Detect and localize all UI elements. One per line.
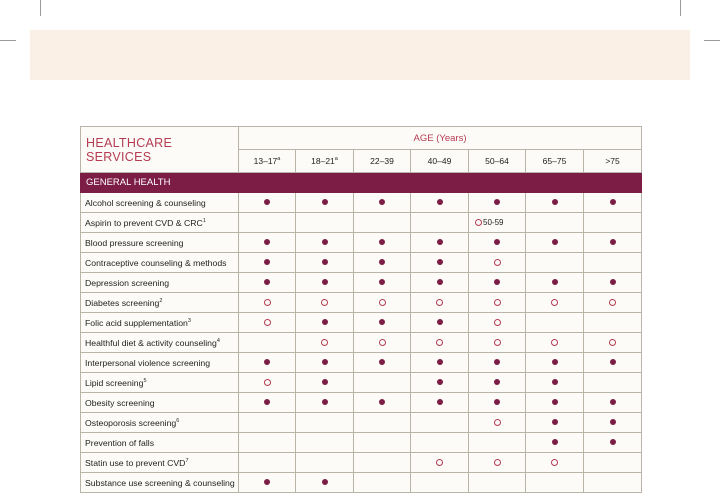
crop-mark-left-vertical bbox=[40, 0, 41, 16]
age-cell bbox=[239, 213, 296, 233]
header-band bbox=[30, 30, 690, 80]
recommended-dot-icon bbox=[379, 279, 385, 285]
table-row bbox=[81, 433, 642, 453]
age-cell bbox=[469, 273, 526, 293]
recommended-dot-icon bbox=[610, 439, 616, 445]
service-footnote: 4 bbox=[216, 337, 220, 344]
age-cell bbox=[296, 193, 354, 213]
age-cell bbox=[354, 393, 411, 413]
recommended-dot-icon bbox=[437, 359, 443, 365]
age-cell bbox=[296, 233, 354, 253]
age-cell bbox=[526, 373, 584, 393]
age-cell bbox=[296, 373, 354, 393]
age-column-header bbox=[526, 150, 584, 173]
age-cell bbox=[354, 453, 411, 473]
service-name bbox=[81, 313, 239, 333]
recommended-dot-icon bbox=[552, 379, 558, 385]
recommended-dot-icon bbox=[610, 239, 616, 245]
age-cell bbox=[354, 353, 411, 373]
age-cell bbox=[411, 453, 469, 473]
recommended-dot-icon bbox=[322, 259, 328, 265]
recommended-dot-icon bbox=[322, 479, 328, 485]
may-recommend-circle-icon bbox=[436, 339, 443, 346]
may-recommend-circle-icon bbox=[379, 299, 386, 306]
service-label: Substance use screening & counseling bbox=[85, 477, 235, 488]
recommended-dot-icon bbox=[264, 199, 270, 205]
table-row bbox=[81, 253, 642, 273]
service-label: Healthful diet & activity counseling bbox=[85, 337, 217, 348]
age-cell bbox=[296, 313, 354, 333]
age-cell bbox=[354, 433, 411, 453]
service-footnote: 3 bbox=[187, 317, 191, 324]
service-label: Diabetes screening bbox=[85, 297, 160, 308]
age-cell bbox=[239, 253, 296, 273]
age-cell bbox=[296, 393, 354, 413]
may-recommend-circle-icon bbox=[609, 299, 616, 306]
recommended-dot-icon bbox=[264, 359, 270, 365]
recommended-dot-icon bbox=[322, 379, 328, 385]
age-cell bbox=[296, 273, 354, 293]
age-cell bbox=[469, 393, 526, 413]
crop-mark-right-horizontal bbox=[704, 40, 720, 41]
recommended-dot-icon bbox=[379, 359, 385, 365]
recommended-dot-icon bbox=[264, 479, 270, 485]
age-cell bbox=[526, 353, 584, 373]
recommended-dot-icon bbox=[322, 359, 328, 365]
age-cell bbox=[469, 373, 526, 393]
age-cell bbox=[296, 293, 354, 313]
age-column-header bbox=[239, 150, 296, 173]
may-recommend-circle-icon bbox=[264, 319, 271, 326]
age-cell bbox=[354, 373, 411, 393]
service-footnote: 1 bbox=[202, 217, 206, 224]
age-cell bbox=[411, 373, 469, 393]
age-cell bbox=[411, 353, 469, 373]
recommended-dot-icon bbox=[610, 399, 616, 405]
may-recommend-circle-icon bbox=[494, 319, 501, 326]
age-cell bbox=[526, 293, 584, 313]
age-cell bbox=[296, 433, 354, 453]
age-cell bbox=[526, 253, 584, 273]
age-cell bbox=[469, 193, 526, 213]
may-recommend-circle-icon bbox=[551, 299, 558, 306]
age-cell bbox=[411, 213, 469, 233]
age-cell bbox=[354, 313, 411, 333]
table-row bbox=[81, 213, 642, 233]
age-column-header bbox=[296, 150, 354, 173]
table-row bbox=[81, 453, 642, 473]
age-column-header bbox=[584, 150, 642, 173]
service-label: Interpersonal violence screening bbox=[85, 357, 211, 368]
age-column-label: 13–17 bbox=[253, 156, 278, 166]
service-name bbox=[81, 453, 239, 473]
age-cell bbox=[584, 333, 642, 353]
age-cell bbox=[584, 393, 642, 413]
recommended-dot-icon bbox=[552, 439, 558, 445]
age-cell bbox=[296, 333, 354, 353]
age-cell bbox=[526, 433, 584, 453]
may-recommend-circle-icon bbox=[494, 419, 501, 426]
table-row bbox=[81, 353, 642, 373]
age-cell bbox=[411, 233, 469, 253]
service-name bbox=[81, 433, 239, 453]
table-row bbox=[81, 293, 642, 313]
service-name bbox=[81, 353, 239, 373]
service-label: Obesity screening bbox=[85, 397, 155, 408]
table-row bbox=[81, 333, 642, 353]
service-footnote: 2 bbox=[159, 297, 163, 304]
recommended-dot-icon bbox=[494, 399, 500, 405]
age-cell bbox=[239, 453, 296, 473]
age-cell bbox=[239, 293, 296, 313]
age-cell bbox=[469, 453, 526, 473]
age-cell bbox=[354, 273, 411, 293]
age-cell bbox=[411, 473, 469, 493]
age-cell bbox=[296, 353, 354, 373]
recommended-dot-icon bbox=[322, 239, 328, 245]
service-label: Lipid screening bbox=[85, 377, 144, 388]
table-row bbox=[81, 313, 642, 333]
service-footnote: 6 bbox=[176, 417, 180, 424]
age-cell bbox=[354, 413, 411, 433]
age-column-header bbox=[354, 150, 411, 173]
age-column-label: 18–21 bbox=[311, 156, 335, 166]
recommended-dot-icon bbox=[264, 399, 270, 405]
age-group-header: AGE (Years) bbox=[239, 127, 642, 150]
recommended-dot-icon bbox=[552, 279, 558, 285]
age-cell bbox=[411, 253, 469, 273]
age-column-label: >75 bbox=[605, 156, 620, 166]
age-cell bbox=[296, 413, 354, 433]
age-cell bbox=[469, 473, 526, 493]
recommended-dot-icon bbox=[494, 199, 500, 205]
age-cell bbox=[469, 213, 526, 233]
recommended-dot-icon bbox=[322, 279, 328, 285]
service-footnote: 7 bbox=[185, 457, 189, 464]
age-cell bbox=[296, 253, 354, 273]
age-column-label: 22–39 bbox=[370, 156, 394, 166]
age-cell bbox=[469, 293, 526, 313]
age-cell bbox=[239, 333, 296, 353]
age-column-footnote: a bbox=[334, 156, 338, 163]
age-cell bbox=[584, 293, 642, 313]
recommended-dot-icon bbox=[610, 359, 616, 365]
age-cell bbox=[584, 453, 642, 473]
recommended-dot-icon bbox=[610, 199, 616, 205]
service-footnote: 5 bbox=[143, 377, 147, 384]
age-cell bbox=[469, 313, 526, 333]
age-cell bbox=[411, 313, 469, 333]
age-column-header bbox=[469, 150, 526, 173]
age-cell bbox=[354, 473, 411, 493]
age-cell bbox=[239, 393, 296, 413]
may-recommend-circle-icon bbox=[494, 259, 501, 266]
recommended-dot-icon bbox=[552, 399, 558, 405]
age-cell bbox=[584, 413, 642, 433]
service-label: Alcohol screening & counseling bbox=[85, 197, 206, 208]
may-recommend-circle-icon bbox=[264, 299, 271, 306]
recommended-dot-icon bbox=[437, 259, 443, 265]
age-cell bbox=[526, 273, 584, 293]
age-cell bbox=[411, 193, 469, 213]
recommended-dot-icon bbox=[494, 239, 500, 245]
table-row bbox=[81, 473, 642, 493]
recommended-dot-icon bbox=[552, 359, 558, 365]
age-cell bbox=[584, 213, 642, 233]
recommended-dot-icon bbox=[379, 239, 385, 245]
age-range-note: 50-59 bbox=[483, 217, 504, 227]
may-recommend-circle-icon bbox=[264, 379, 271, 386]
service-label: Prevention of falls bbox=[85, 437, 155, 448]
age-cell bbox=[296, 473, 354, 493]
service-label: Contraceptive counseling & methods bbox=[85, 257, 227, 268]
age-cell bbox=[239, 413, 296, 433]
crop-mark-right-vertical bbox=[680, 0, 681, 16]
recommended-dot-icon bbox=[494, 359, 500, 365]
age-cell bbox=[411, 413, 469, 433]
age-cell bbox=[584, 473, 642, 493]
age-cell bbox=[584, 353, 642, 373]
recommended-dot-icon bbox=[264, 239, 270, 245]
age-cell bbox=[239, 193, 296, 213]
recommended-dot-icon bbox=[437, 279, 443, 285]
age-column-label: 50–64 bbox=[485, 156, 509, 166]
age-cell bbox=[239, 373, 296, 393]
may-recommend-circle-icon bbox=[551, 339, 558, 346]
service-name bbox=[81, 233, 239, 253]
crop-mark-left-horizontal bbox=[0, 40, 16, 41]
age-cell bbox=[526, 213, 584, 233]
recommended-dot-icon bbox=[610, 419, 616, 425]
age-column-label: 65–75 bbox=[542, 156, 567, 166]
age-cell bbox=[354, 213, 411, 233]
table-row bbox=[81, 393, 642, 413]
table-row bbox=[81, 193, 642, 213]
may-recommend-circle-icon bbox=[321, 299, 328, 306]
age-cell bbox=[526, 393, 584, 413]
age-cell bbox=[354, 293, 411, 313]
age-cell bbox=[354, 253, 411, 273]
age-cell bbox=[526, 193, 584, 213]
age-cell bbox=[469, 233, 526, 253]
may-recommend-circle-icon bbox=[436, 299, 443, 306]
age-cell bbox=[469, 413, 526, 433]
age-cell bbox=[584, 273, 642, 293]
service-name bbox=[81, 413, 239, 433]
recommended-dot-icon bbox=[379, 399, 385, 405]
services-column-header: HEALTHCARE SERVICES bbox=[81, 127, 239, 173]
recommended-dot-icon bbox=[322, 319, 328, 325]
section-general-health: GENERAL HEALTH bbox=[81, 173, 642, 193]
age-cell bbox=[469, 433, 526, 453]
service-label: Osteoporosis screening bbox=[85, 417, 177, 428]
may-recommend-circle-icon bbox=[609, 339, 616, 346]
service-label: Depression screening bbox=[85, 277, 170, 288]
age-cell bbox=[411, 293, 469, 313]
age-column-header bbox=[411, 150, 469, 173]
may-recommend-circle-icon bbox=[494, 459, 501, 466]
age-cell bbox=[296, 213, 354, 233]
service-name bbox=[81, 473, 239, 493]
age-cell bbox=[239, 233, 296, 253]
age-cell bbox=[411, 273, 469, 293]
service-label: Folic acid supplementation bbox=[85, 317, 188, 328]
may-recommend-circle-icon bbox=[321, 339, 328, 346]
table-row bbox=[81, 413, 642, 433]
age-cell bbox=[354, 233, 411, 253]
age-cell bbox=[584, 313, 642, 333]
age-cell bbox=[354, 193, 411, 213]
service-name bbox=[81, 213, 239, 233]
recommended-dot-icon bbox=[379, 259, 385, 265]
recommended-dot-icon bbox=[437, 379, 443, 385]
recommended-dot-icon bbox=[264, 279, 270, 285]
age-cell bbox=[239, 353, 296, 373]
service-name bbox=[81, 273, 239, 293]
service-name bbox=[81, 373, 239, 393]
age-cell bbox=[296, 453, 354, 473]
may-recommend-circle-icon bbox=[379, 339, 386, 346]
may-recommend-circle-icon bbox=[475, 219, 482, 226]
may-recommend-circle-icon bbox=[494, 299, 501, 306]
service-label: Blood pressure screening bbox=[85, 237, 184, 248]
age-cell bbox=[411, 393, 469, 413]
age-cell bbox=[411, 433, 469, 453]
age-cell bbox=[526, 413, 584, 433]
recommended-dot-icon bbox=[379, 199, 385, 205]
may-recommend-circle-icon bbox=[551, 459, 558, 466]
age-cell bbox=[411, 333, 469, 353]
may-recommend-circle-icon bbox=[436, 459, 443, 466]
recommended-dot-icon bbox=[322, 399, 328, 405]
recommended-dot-icon bbox=[552, 199, 558, 205]
recommended-dot-icon bbox=[437, 239, 443, 245]
recommended-dot-icon bbox=[322, 199, 328, 205]
age-cell bbox=[526, 333, 584, 353]
service-label: Aspirin to prevent CVD & CRC bbox=[85, 217, 203, 228]
service-name bbox=[81, 333, 239, 353]
age-cell bbox=[469, 253, 526, 273]
age-cell bbox=[354, 333, 411, 353]
recommended-dot-icon bbox=[437, 199, 443, 205]
age-cell bbox=[526, 473, 584, 493]
healthcare-services-table bbox=[80, 126, 642, 493]
table-row bbox=[81, 273, 642, 293]
age-cell bbox=[239, 433, 296, 453]
service-name bbox=[81, 293, 239, 313]
service-name bbox=[81, 393, 239, 413]
age-cell bbox=[584, 233, 642, 253]
age-cell bbox=[526, 313, 584, 333]
service-name bbox=[81, 253, 239, 273]
age-cell bbox=[239, 273, 296, 293]
recommended-dot-icon bbox=[437, 399, 443, 405]
age-cell bbox=[469, 333, 526, 353]
service-label: Statin use to prevent CVD bbox=[85, 457, 186, 468]
table-row bbox=[81, 373, 642, 393]
service-name bbox=[81, 193, 239, 213]
age-cell bbox=[584, 193, 642, 213]
table-row bbox=[81, 233, 642, 253]
recommended-dot-icon bbox=[494, 279, 500, 285]
age-cell bbox=[239, 313, 296, 333]
age-cell bbox=[526, 233, 584, 253]
age-column-footnote: a bbox=[277, 156, 281, 163]
age-cell bbox=[239, 473, 296, 493]
age-cell bbox=[526, 453, 584, 473]
age-cell bbox=[469, 353, 526, 373]
recommended-dot-icon bbox=[437, 319, 443, 325]
recommended-dot-icon bbox=[264, 259, 270, 265]
recommended-dot-icon bbox=[552, 239, 558, 245]
recommended-dot-icon bbox=[494, 379, 500, 385]
age-column-label: 40–49 bbox=[427, 156, 452, 166]
recommended-dot-icon bbox=[379, 319, 385, 325]
age-cell bbox=[584, 373, 642, 393]
recommended-dot-icon bbox=[552, 419, 558, 425]
recommended-dot-icon bbox=[610, 279, 616, 285]
age-cell bbox=[584, 433, 642, 453]
may-recommend-circle-icon bbox=[494, 339, 501, 346]
age-cell bbox=[584, 253, 642, 273]
